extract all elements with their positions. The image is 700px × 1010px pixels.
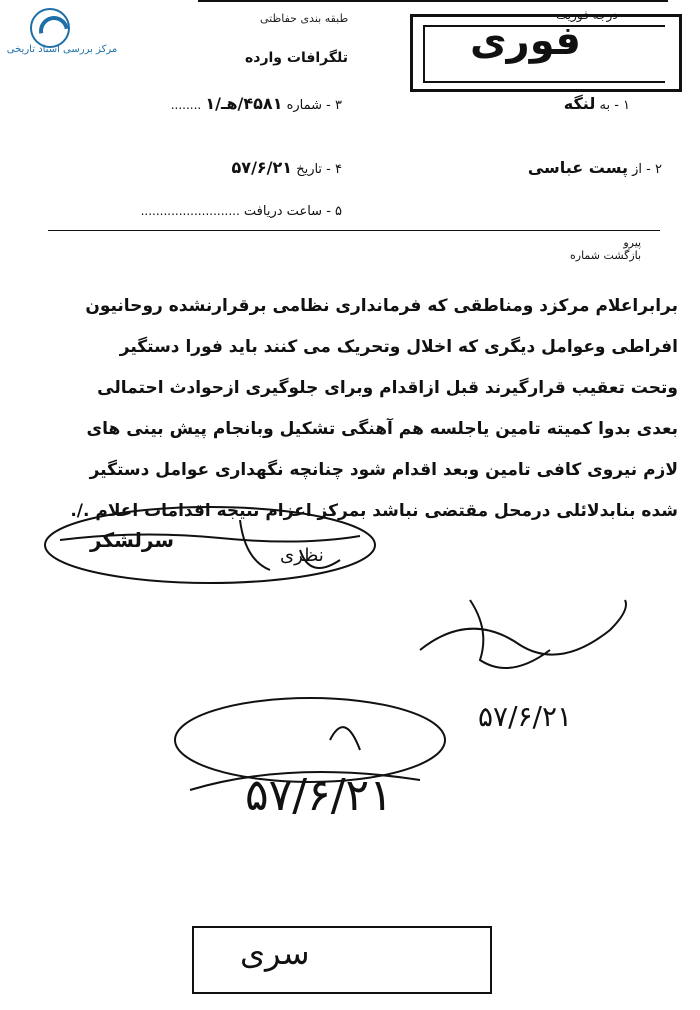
number-field [171,94,342,113]
followup-block [570,236,641,262]
priority-label: درجه فوریت [556,8,618,22]
body-line: لازم نیروی کافی تامین وبعد اقدام شود چنانچه نگهداری عوامل دستگیر [89,460,678,480]
telegram-body [38,286,678,532]
secret-stamp-text: سری [240,934,310,972]
number-value: ۴۵۸۱/هـ/۱ [205,94,283,113]
date-value: ۵۷/۶/۲۱ [231,158,293,177]
body-line: افراطی وعوامل دیگری که اخلال وتحریک می کنند باید فورا دستگیر [119,337,678,357]
archive-logo-icon [30,8,70,48]
to-field [564,94,630,113]
from-field [528,158,662,177]
followup-bazgasht: بازگشت [603,249,642,262]
handwritten-date-2: ۵۷/۶/۲۱ [245,770,393,821]
handwritten-date-1: ۵۷/۶/۲۱ [478,700,573,733]
receipt-time-label: ۵ - ساعت دریافت [243,204,342,219]
signer-name: نظری [280,545,324,566]
category-title: تلگرافات وارده [245,50,348,66]
number-dots: ........ [170,98,202,112]
secret-stamp [192,926,492,994]
urgent-stamp-text: فوری [470,18,581,64]
to-label: ۱ - به [599,98,630,113]
body-line: وتحت تعقیب قرارگیرند قبل ازاقدام وبرای جلوگیری ازحوادث احتمالی [97,378,678,398]
handwritten-note-1-scribble [410,590,640,700]
from-value: پست عباسی [527,158,629,177]
top-rule [198,0,668,2]
classification-label: طبقه بندی حفاظتی [260,12,349,25]
signer-title: سرلشکر [90,528,175,552]
body-line: برابراعلام مرکزد ومناطقی که فرمانداری نظامی برقرارنشده روحانیون [85,296,678,316]
header-divider [48,230,660,231]
archive-org-name: مرکز بررسی اسناد تاریخی [6,44,118,55]
date-label: ۴ - تاریخ [296,162,342,177]
from-label: ۲ - از [632,162,662,177]
receipt-time-field [141,204,342,219]
body-line: بعدی بدوا کمیته تامین یاجلسه هم آهنگی تشکیل وبانجام پیش بینی های [86,419,678,439]
to-value: لنگه [563,94,596,113]
receipt-time-dots: .......................... [140,204,240,218]
followup-pirow: پیرو [623,236,642,249]
body-line: شده بنابدلائلی درمحل مقتضی نباشد بمرکز اعزام نتیجه اقدامات اعلام ./. [70,501,678,521]
date-field [232,158,342,177]
followup-shomare: شماره [570,249,601,262]
number-label: ۳ - شماره [286,98,342,113]
